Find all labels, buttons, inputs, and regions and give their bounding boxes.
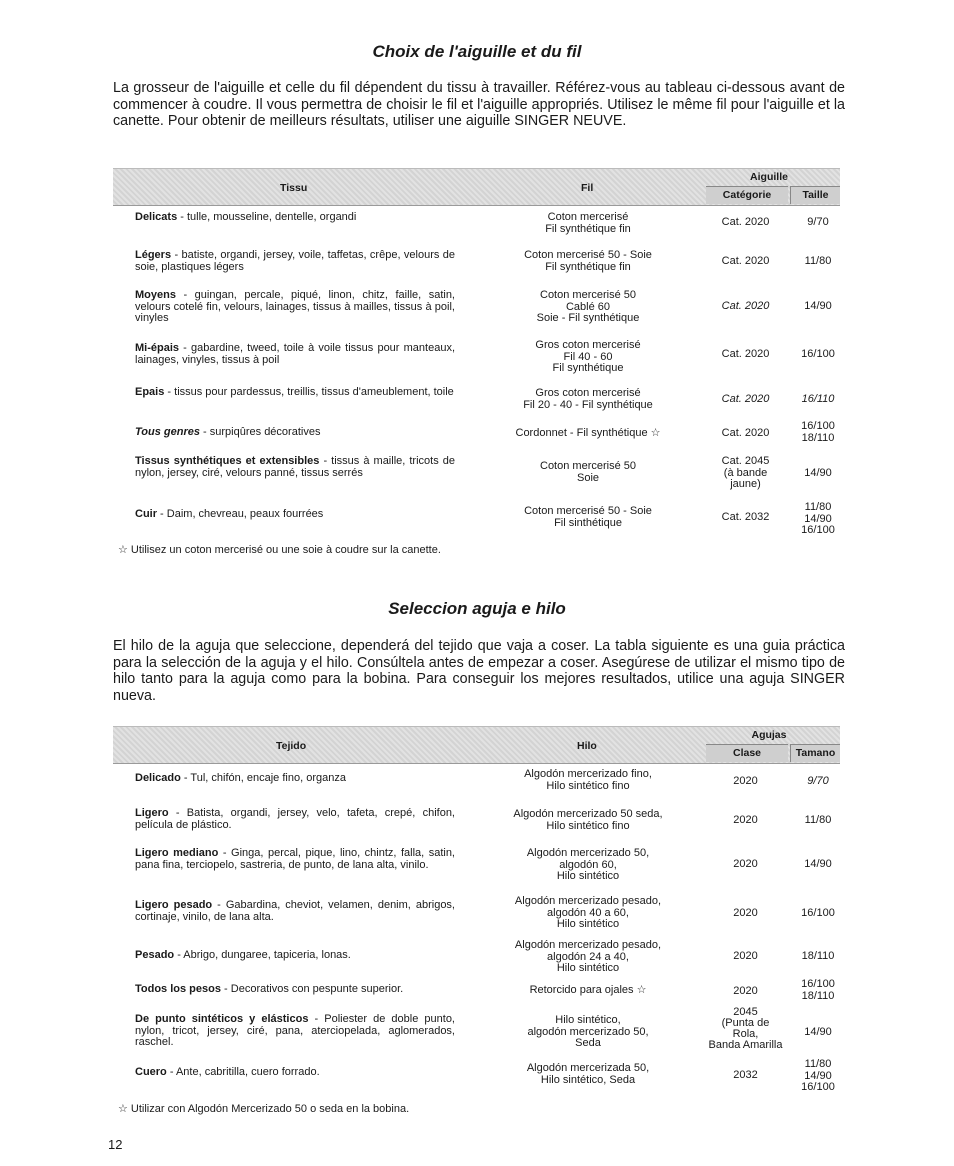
header-thread: Hilo (577, 740, 597, 752)
fabric-name: Cuero (135, 1066, 167, 1078)
spanish-title: Seleccion aguja e hilo (388, 599, 566, 618)
thread-cell: Coton mercerisé 50 - Soie Fil sinthétique (524, 505, 652, 529)
fabric-name: Delicats (135, 211, 178, 223)
fabric-cell (135, 387, 455, 399)
header-fabric: Tejido (276, 740, 307, 752)
header-fabric: Tissu (280, 182, 308, 194)
category-cell: 2020 (733, 950, 758, 962)
thread-cell: Coton mercerisé 50 Soie (540, 460, 636, 484)
fabric-cell (135, 212, 455, 224)
fabric-name: Tous genres (135, 426, 200, 438)
french-table-header (113, 168, 840, 206)
fabric-cell (135, 900, 455, 923)
thread-cell: Algodón mercerizado 50 seda, Hilo sintético fino (513, 808, 663, 832)
thread-cell: Gros coton mercerisé Fil 40 - 60 Fil synthétique (535, 339, 641, 374)
fabric-cell (135, 848, 455, 871)
size-cell: 16/100 18/110 (801, 978, 835, 1002)
fabric-name: Pesado (135, 949, 175, 961)
size-cell: 16/100 18/110 (801, 420, 835, 444)
header-size: Tamano (790, 744, 840, 762)
header-needle: Agujas (751, 729, 787, 741)
thread-cell: Hilo sintético, algodón mercerizado 50, Seda (527, 1014, 649, 1049)
fabric-desc: - guingan, percale, piqué, linon, chitz, faille, satin, velours cotelé fin, velours, lainages, tissus à mailles, tissus à poil, vinyles (135, 289, 455, 324)
fabric-name: Cuir (135, 508, 157, 520)
category-cell: Cat. 2020 (721, 348, 770, 360)
fabric-name: Ligero (135, 807, 169, 819)
thread-cell: Cordonnet - Fil synthétique ☆ (515, 427, 661, 439)
size-cell: 14/90 (804, 300, 832, 312)
category-cell: 2020 (733, 775, 758, 787)
fabric-cell (135, 808, 455, 831)
category-cell: Cat. 2045 (à bande jaune) (721, 455, 770, 490)
fabric-desc: - Decorativos con pespunte superior. (220, 983, 404, 995)
header-category: Clase (706, 744, 788, 762)
fabric-cell (135, 250, 455, 273)
thread-cell: Retorcido para ojales ☆ (529, 984, 647, 996)
thread-cell: Coton mercerisé 50 - Soie Fil synthétique fin (524, 249, 652, 273)
thread-cell: Algodón mercerizado 50, algodón 60, Hilo sintético (526, 847, 650, 882)
size-cell: 11/80 14/90 16/100 (801, 1058, 835, 1093)
spanish-table-header (113, 726, 840, 764)
fabric-cell (135, 290, 455, 325)
fabric-desc: - Ante, cabritilla, cuero forrado. (166, 1066, 320, 1078)
category-cell: 2020 (733, 814, 758, 826)
category-cell: 2032 (733, 1069, 758, 1081)
header-thread: Fil (581, 182, 594, 194)
fabric-desc: - Batista, organdi, jersey, velo, tafeta, crepé, chifon, película de plástico. (135, 807, 455, 831)
header-needle-group (698, 727, 840, 763)
spanish-footnote: ☆ Utilizar con Algodón Mercerizado 50 o seda en la bobina. (118, 1103, 410, 1115)
fabric-cell (135, 950, 455, 962)
fabric-desc: - Daim, chevreau, peaux fourrées (157, 508, 324, 520)
page-number: 12 (108, 1137, 123, 1152)
category-cell: Cat. 2020 (721, 216, 770, 228)
size-cell: 14/90 (804, 1026, 832, 1038)
fabric-desc: - tissus à maille, tricots de nylon, jersey, ciré, velours panné, tissus serrés (135, 455, 456, 479)
thread-cell: Algodón mercerizado pesado, algodón 40 a 60, Hilo sintético (514, 895, 662, 930)
fabric-cell (135, 773, 455, 785)
thread-cell: Algodón mercerizado pesado, algodón 24 a 40, Hilo sintético (514, 939, 662, 974)
fabric-cell (135, 343, 455, 366)
header-needle: Aiguille (750, 171, 788, 183)
fabric-name: Ligero pesado (135, 899, 213, 911)
category-cell: 2045 (Punta de Rola, Banda Amarilla (708, 1006, 783, 1051)
fabric-cell (135, 427, 455, 439)
size-cell: 18/110 (801, 950, 835, 962)
fabric-desc: - tissus pour pardessus, treillis, tissus d'ameublement, toile (164, 386, 454, 398)
header-category: Catégorie (706, 186, 788, 204)
size-cell: 9/70 (807, 775, 829, 787)
header-needle-group (698, 169, 840, 205)
size-cell: 16/110 (801, 393, 835, 405)
thread-cell: Algodón mercerizada 50, Hilo sintético, Seda (526, 1062, 650, 1086)
fabric-desc: - Gabardina, cheviot, velamen, denim, abrigos, cortinaje, vinilo, de lana alta. (135, 899, 455, 923)
thread-cell: Gros coton mercerisé Fil 20 - 40 - Fil synthétique (523, 387, 653, 411)
category-cell: Cat. 2020 (721, 300, 770, 312)
size-cell: 14/90 (804, 467, 832, 479)
thread-cell: Coton mercerisé 50 Cablé 60 Soie - Fil synthétique (536, 289, 640, 324)
fabric-cell (135, 509, 455, 521)
french-intro: La grosseur de l'aiguille et celle du fil dépendent du tissu à travailler. Référez-vous au tableau ci-dessous avant de commencer à coudre. Il vous permettra de choisir le fil et l'aiguille appropriés. Utilisez le même fil pour l'aiguille et la canette. Pour obtenir de meilleurs résultats, utiliser une aiguille SINGER NEUVE. (113, 80, 845, 129)
category-cell: Cat. 2020 (721, 255, 770, 267)
fabric-desc: - tulle, mousseline, dentelle, organdi (177, 211, 357, 223)
category-cell: Cat. 2020 (721, 393, 770, 405)
fabric-name: Delicado (135, 772, 181, 784)
size-cell: 16/100 (801, 907, 835, 919)
category-cell: 2020 (733, 858, 758, 870)
fabric-cell (135, 1067, 455, 1079)
thread-cell: Algodón mercerizado fino, Hilo sintético fino (524, 768, 652, 792)
fabric-name: Légers (135, 249, 172, 261)
header-size: Taille (790, 186, 840, 204)
fabric-name: Todos los pesos (135, 983, 221, 995)
fabric-name: Ligero mediano (135, 847, 219, 859)
fabric-name: De punto sintéticos y elásticos (135, 1013, 309, 1025)
size-cell: 16/100 (801, 348, 835, 360)
fabric-desc: - Poliester de doble punto, nylon, tricot, jersey, ciré, pana, aterciopelada, aglomerados, raschel. (135, 1013, 455, 1048)
fabric-desc: - Tul, chifón, encaje fino, organza (180, 772, 346, 784)
fabric-desc: - surpiqûres décoratives (200, 426, 321, 438)
fabric-cell (135, 984, 455, 996)
fabric-name: Moyens (135, 289, 176, 301)
category-cell: 2020 (733, 985, 758, 997)
fabric-name: Mi-épais (135, 342, 180, 354)
thread-cell: Coton mercerisé Fil synthétique fin (545, 211, 631, 235)
fabric-desc: - Ginga, percal, pique, lino, chintz, falla, satin, pana fina, terciopelo, sastreria, de punto, de lana alta, vinilo. (135, 847, 455, 871)
size-cell: 11/80 (804, 814, 832, 826)
fabric-desc: - Abrigo, dungaree, tapiceria, lonas. (174, 949, 351, 961)
category-cell: Cat. 2032 (721, 511, 770, 523)
category-cell: Cat. 2020 (721, 427, 770, 439)
fabric-name: Epais (135, 386, 165, 398)
size-cell: 11/80 14/90 16/100 (801, 501, 835, 536)
fabric-desc: - gabardine, tweed, toile à voile tissus pour manteaux, lainages, vinyles, tissus à poil (135, 342, 455, 366)
french-footnote: ☆ Utilisez un coton mercerisé ou une soie à coudre sur la canette. (118, 544, 441, 556)
category-cell: 2020 (733, 907, 758, 919)
size-cell: 14/90 (804, 858, 832, 870)
fabric-cell (135, 1014, 455, 1049)
spanish-intro: El hilo de la aguja que seleccione, dependerá del tejido que vaja a coser. La tabla siguiente es una guia práctica para la selección de la aguja y el hilo. Consúltela antes de empezar a coser. Asegúrese de utilizar el mismo tipo de hilo tanto para la aguja como para la bobina. Para conseguir los mejores resultados, utilice una aguja SINGER nueva. (113, 638, 845, 704)
fabric-desc: - batiste, organdi, jersey, voile, taffetas, crêpe, velours de soie, plastiques légers (135, 249, 455, 273)
fabric-cell (135, 456, 455, 479)
fabric-name: Tissus synthétiques et extensibles (135, 455, 320, 467)
size-cell: 9/70 (807, 216, 829, 228)
french-title: Choix de l'aiguille et du fil (372, 42, 582, 61)
size-cell: 11/80 (804, 255, 832, 267)
